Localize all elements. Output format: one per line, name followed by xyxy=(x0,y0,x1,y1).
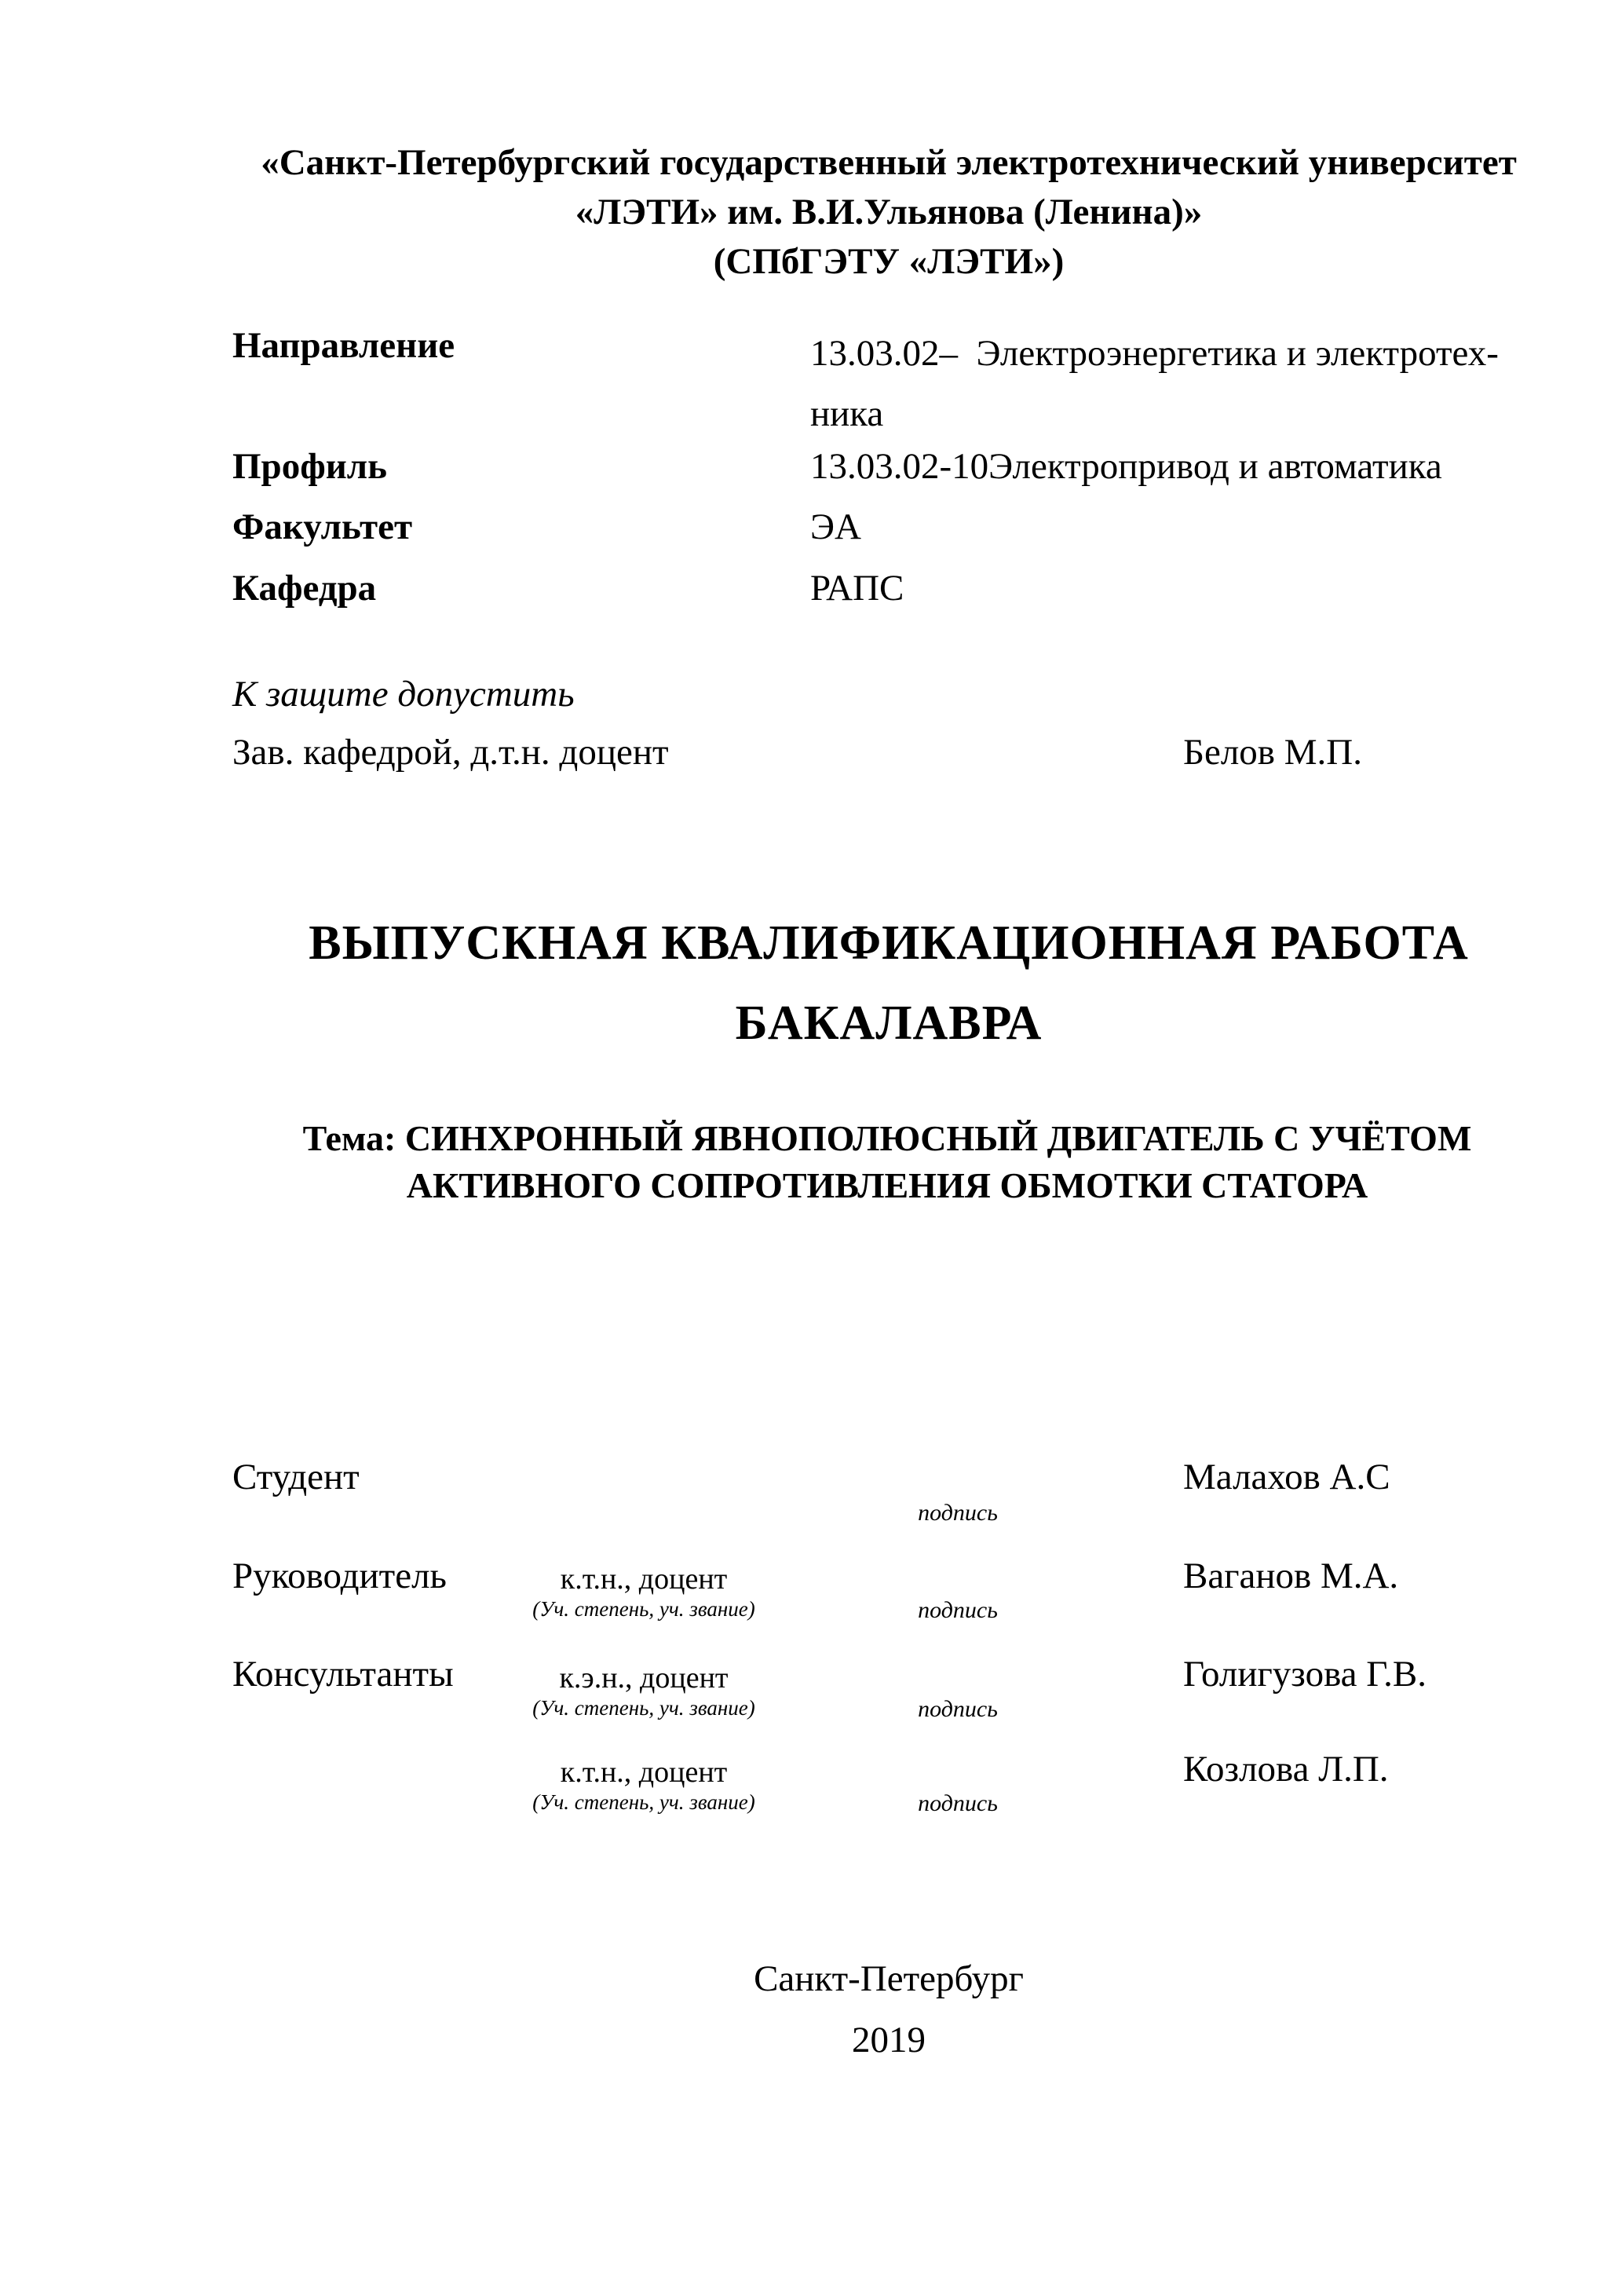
main-title-line1: ВЫПУСКНАЯ КВАЛИФИКАЦИОННАЯ РАБОТА xyxy=(309,916,1469,970)
direction-value-line2: ника xyxy=(810,393,884,434)
direction-label: Направление xyxy=(232,325,455,366)
university-header xyxy=(232,138,1545,287)
signature-caption-consultant1: подпись xyxy=(918,1696,998,1722)
supervisor-degree-block xyxy=(487,1562,801,1621)
topic-text: СИНХРОННЫЙ ЯВНОПОЛЮСНЫЙ ДВИГАТЕЛЬ С УЧЁТОМ АКТИВНОГО СОПРОТИВЛЕНИЯ ОБМОТКИ СТАТОРА xyxy=(404,1118,1472,1205)
student-name: Малахов А.С xyxy=(1183,1457,1390,1497)
degree-caption-consultant2: (Уч. степень, уч. звание) xyxy=(532,1790,755,1814)
signature-caption-consultant2: подпись xyxy=(918,1790,998,1816)
topic-label: Тема: xyxy=(302,1118,396,1158)
direction-value-line1: 13.03.02– Электроэнергетика и электротех- xyxy=(810,333,1499,374)
consultant1-degree: к.э.н., доцент xyxy=(559,1662,729,1695)
faculty-label: Факультет xyxy=(232,506,413,547)
university-abbreviation: (СПбГЭТУ «ЛЭТИ») xyxy=(713,241,1065,282)
degree-caption-supervisor: (Уч. степень, уч. звание) xyxy=(532,1597,755,1621)
profile-value: 13.03.02-10Электропривод и автоматика xyxy=(810,446,1442,487)
department-head-name: Белов М.П. xyxy=(1183,732,1362,773)
topic-block xyxy=(236,1115,1539,1209)
supervisor-degree: к.т.н., доцент xyxy=(560,1563,728,1596)
role-consultants: Консультанты xyxy=(232,1654,454,1695)
consultant2-name: Козлова Л.П. xyxy=(1183,1749,1389,1790)
university-name-line1: «Санкт-Петербургский государственный электротехнический университет xyxy=(261,142,1517,183)
main-title xyxy=(232,903,1545,1063)
faculty-value: ЭА xyxy=(810,506,861,547)
consultant1-name: Голигузова Г.В. xyxy=(1183,1654,1427,1695)
consultant2-degree-block xyxy=(487,1755,801,1815)
university-name-line2: «ЛЭТИ» им. В.И.Ульянова (Ленина)» xyxy=(575,192,1203,232)
signature-caption-student: подпись xyxy=(918,1500,998,1526)
main-title-line2: БАКАЛАВРА xyxy=(735,996,1043,1050)
department-label: Кафедра xyxy=(232,568,377,609)
degree-caption-consultant1: (Уч. степень, уч. звание) xyxy=(532,1696,755,1720)
supervisor-name: Ваганов М.А. xyxy=(1183,1556,1399,1596)
signature-caption-supervisor: подпись xyxy=(918,1597,998,1623)
year-line: 2019 xyxy=(852,2020,926,2060)
department-head-title: Зав. кафедрой, д.т.н. доцент xyxy=(232,732,669,773)
admit-to-defense-line: К защите допустить xyxy=(232,674,575,715)
consultant1-degree-block xyxy=(487,1661,801,1720)
profile-label: Профиль xyxy=(232,446,388,487)
role-student: Студент xyxy=(232,1457,360,1497)
direction-value xyxy=(810,324,1556,444)
consultant2-degree: к.т.н., доцент xyxy=(560,1756,728,1789)
city-line: Санкт-Петербург xyxy=(754,1958,1024,1999)
department-value: РАПС xyxy=(810,568,904,609)
role-supervisor: Руководитель xyxy=(232,1556,447,1596)
